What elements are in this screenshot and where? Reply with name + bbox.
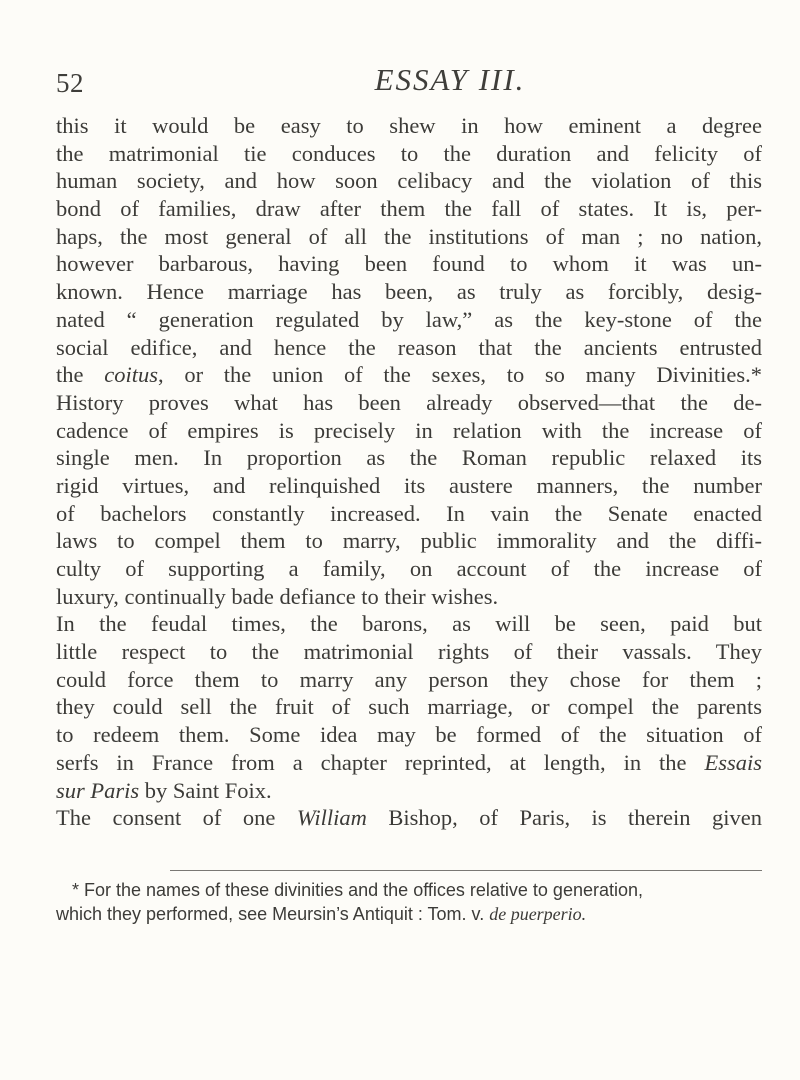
text-line-essais: serfs in France from a chapter reprinted, at length, in the Essais	[56, 749, 762, 775]
text-segment: the	[56, 362, 105, 388]
text-line: known. Hence marriage has been, as truly as forcibly, desig-	[56, 279, 762, 305]
text-line: haps, the most general of all the institutions of man ; no nation,	[56, 223, 762, 249]
text-line: could force them to marry any person they chose for them ;	[56, 666, 762, 692]
text-line: bond of families, draw after them the fall of states. It is, per-	[56, 196, 762, 222]
italic-term: Essais	[704, 749, 762, 775]
italic-term: sur Paris	[56, 777, 140, 803]
text-line: human society, and how soon celibacy and the violation of this	[56, 168, 762, 194]
page-header	[0, 62, 800, 102]
text-line-sur-paris: sur Paris by Saint Foix.	[56, 777, 272, 803]
body-text	[56, 112, 762, 832]
footnote-italic-term: de puerperio.	[489, 904, 587, 924]
page-number: 52	[56, 68, 84, 98]
text-line: nated “ generation regulated by law,” as the key-stone of the	[56, 306, 762, 332]
text-line: of bachelors constantly increased. In vain the Senate enacted	[56, 500, 762, 526]
text-segment: , or the union of the sexes, to so many Divinities.*	[157, 362, 762, 388]
text-line: social edifice, and hence the reason that the ancients entrusted	[56, 334, 762, 360]
footnote-line: * For the names of these divinities and the offices relative to generation,	[72, 880, 643, 900]
text-line: to redeem them. Some idea may be formed of the situation of	[56, 722, 762, 748]
text-line: cadence of empires is precisely in relation with the increase of	[56, 417, 762, 443]
running-head: ESSAY III.	[374, 62, 526, 97]
text-line: this it would be easy to shew in how eminent a degree	[56, 113, 762, 138]
text-line: single men. In proportion as the Roman republic relaxed its	[56, 445, 762, 471]
text-line-william: The consent of one William Bishop, of Paris, is therein given	[56, 805, 762, 831]
text-line: culty of supporting a family, on account of the increase of	[56, 556, 762, 581]
text-line: In the feudal times, the barons, as will be seen, paid but	[56, 611, 762, 637]
text-line: rigid virtues, and relinquished its austere manners, the number	[56, 472, 762, 498]
footnote-line	[56, 902, 762, 926]
text-line-coitus	[56, 361, 762, 389]
text-line: the matrimonial tie conduces to the duration and felicity of	[56, 140, 762, 166]
text-line: luxury, continually bade defiance to their wishes.	[56, 583, 499, 609]
text-line: History proves what has been already observed—that the de-	[56, 389, 762, 415]
text-line: little respect to the matrimonial rights of their vassals. They	[56, 639, 762, 665]
footnote-rule	[170, 870, 762, 871]
italic-term: William	[296, 805, 367, 831]
footnote-text: which they performed, see Meursin’s Antiquit : Tom. v.	[56, 904, 490, 924]
italic-term-coitus: coitus	[104, 362, 158, 388]
text-line: however barbarous, having been found to whom it was un-	[56, 251, 762, 277]
text-line: they could sell the fruit of such marriage, or compel the parents	[56, 694, 762, 720]
footnote	[56, 878, 762, 926]
text-line: laws to compel them to marry, public immorality and the diffi-	[56, 528, 762, 554]
